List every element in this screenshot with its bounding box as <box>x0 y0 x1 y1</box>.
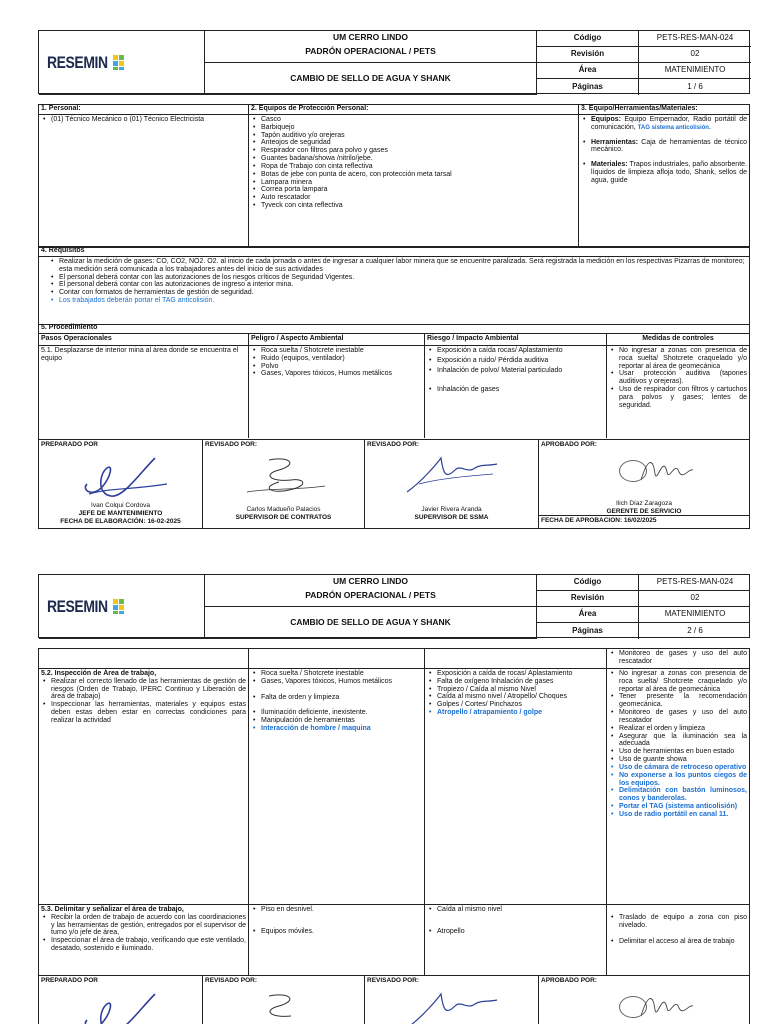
list-item: • Gases, Vapores tóxicos, Humos metálicos <box>251 370 422 378</box>
list-item: • Inspeccionar el área de trabajo, verificando que este ventilado, desatado, sostenido e iluminado. <box>41 937 246 953</box>
list-item: • Monitoreo de gases y uso del auto rescatador <box>609 650 747 666</box>
codigo-value: PETS-RES-MAN-024 <box>639 31 751 47</box>
list-item: • Falta de orden y limpieza <box>251 694 422 702</box>
logo-cell <box>39 31 205 95</box>
equipment-list <box>579 115 749 186</box>
paginas-value: 2 / 6 <box>687 625 703 635</box>
revisado-label: REVISADO POR: <box>367 441 420 448</box>
epp-heading: 2. Equipos de Protección Personal: <box>249 105 578 115</box>
list-item: • Lampara minera <box>251 179 576 187</box>
list-item: • No exponerse a los puntos ciegos de los equipos. <box>609 772 747 788</box>
col-header-pasos: Pasos Operacionales <box>39 334 249 346</box>
revisado1-role: SUPERVISOR DE CONTRATOS <box>235 514 332 521</box>
preparado-date: FECHA DE ELABORACIÓN: 16-02-2025 <box>60 518 181 525</box>
list-item: • Atropello <box>427 928 604 936</box>
col-header-medidas: Medidas de controles <box>607 334 749 346</box>
revision-label: Revisión <box>537 591 639 607</box>
peligros-5-1 <box>249 346 425 438</box>
aprobado-label: APROBADO POR: <box>541 441 597 448</box>
list-item: • El personal deberá contar con las autorizaciones de los riesgos críticos de Seguridad Vigentes. <box>49 274 747 282</box>
list-item: • Iluminación deficiente, inexistente. <box>251 709 422 717</box>
list-item: • Respirador con filtros para polvo y gases <box>251 147 576 155</box>
logo-text: RESEMIN <box>47 53 108 72</box>
equipment-heading: 3. Equipo/Herramientas/Materiales: <box>579 105 749 115</box>
list-item: • No ingresar a zonas con presencia de roca suelta/ Shotcrete craquelado y/o reportar al área de geomecánica <box>609 670 747 693</box>
resemin-logo <box>47 597 125 616</box>
list-item: • Anteojos de seguridad <box>251 139 576 147</box>
signature-revisado-1 <box>203 976 365 1024</box>
list-item: • Golpes / Cortes/ Pinchazos <box>427 701 604 709</box>
signature-block <box>38 975 750 1024</box>
col-header-peligro: Peligro / Aspecto Ambiental <box>249 334 425 346</box>
list-item: • Uso de cámara de retroceso operativo <box>609 764 747 772</box>
area-value: MATENIMIENTO <box>639 607 750 623</box>
area-value: MATENIMIENTO <box>639 63 751 79</box>
revision-label: Revisión <box>537 47 639 63</box>
list-item: • Recibir la orden de trabajo de acuerdo con las coordinaciones y las herramientas de gestión, entregados por el supervisor de turno y/o jefe de área, <box>41 914 246 937</box>
peligros-5-2 <box>249 669 425 905</box>
document-header <box>38 30 750 94</box>
requisitos-section <box>38 247 750 325</box>
signature-aprobado <box>539 440 749 528</box>
header-title-block <box>205 63 537 95</box>
list-item: • Inhalación de polvo/ Material particulado <box>427 367 604 375</box>
col-header-riesgo: Riesgo / Impacto Ambiental <box>425 334 607 346</box>
preparado-label: PREPARADO POR <box>41 977 98 984</box>
revisado1-name: Carlos Madueño Palacios <box>246 506 321 513</box>
revisado-label: REVISADO POR: <box>205 441 258 448</box>
carry-over-medida <box>607 649 749 669</box>
list-item: • Contar con formatos de herramientas de gestión de seguridad. <box>49 289 747 297</box>
document-page-1 <box>38 30 750 530</box>
medidas-5-3 <box>607 905 749 975</box>
resources-grid <box>38 104 750 248</box>
list-item: • Exposición a caída de rocas/ Aplastamiento <box>427 670 604 678</box>
list-item: • Interacción de hombre / maquina <box>251 725 422 733</box>
list-item: • Botas de jebe con punta de acero, con protección meta tarsal <box>251 171 576 179</box>
signature-icon <box>635 986 695 1024</box>
revision-value: 02 <box>639 47 751 63</box>
list-item: • Realizar el correcto llenado de las herramientas de gestión de riesgos (Orden de Trabajo, IPERC Continuo y Liberación de área de trabajo) <box>41 678 246 701</box>
requisitos-heading: 4. Requisitos <box>39 247 749 257</box>
list-item: • No ingresar a zonas con presencia de roca suelta/ Shotcrete craquelado y/o reportar al área de geomecánica <box>609 347 747 370</box>
signature-icon <box>635 450 695 490</box>
list-item: • Manipulación de herramientas <box>251 717 422 725</box>
aprobado-date: FECHA DE APROBACION: 16/02/2025 <box>541 517 657 524</box>
list-item: • Realizar el orden y limpieza <box>609 725 747 733</box>
signature-aprobado <box>539 976 749 1024</box>
revisado-label: REVISADO POR: <box>205 977 258 984</box>
resemin-logo <box>47 53 125 72</box>
revisado-label: REVISADO POR: <box>367 977 420 984</box>
equipment-section <box>579 105 749 247</box>
list-item: • Correa porta lampara <box>251 186 576 194</box>
list-item: • Atropello / atrapamiento / golpe <box>427 709 604 717</box>
paginas-label: Páginas <box>537 79 639 95</box>
list-item: • Casco <box>251 116 576 124</box>
preparado-role: JEFE DE MANTENIMIENTO <box>78 510 163 517</box>
logo-mark-icon <box>113 599 125 615</box>
list-item: • Auto rescatador <box>251 194 576 202</box>
procedimiento-continuation <box>38 648 750 976</box>
list-item: • Portar el TAG (sistema anticolisión) <box>609 803 747 811</box>
list-item: • Realizar la medición de gases: CO, CO2, NO2. O2. al inicio de cada jornada o antes de ingresar a cualquier labor minera que se encuentre paralizada. Será registrada la medición en los respectivas Pizarras de monitoreo; esta medición será comunicada a los trabajadores antes del inicio de sus actividades <box>49 258 747 274</box>
list-item: • Barbiquejo <box>251 124 576 132</box>
list-item: • Caída al mismo nivel / Atropello/ Choques <box>427 693 604 701</box>
list-item: • Roca suelta / Shotcrete inestable <box>251 347 422 355</box>
list-item: • Exposición a ruido/ Pérdida auditiva <box>427 357 604 365</box>
riesgos-5-3 <box>425 905 607 975</box>
list-item: • Ropa de Trabajo con cinta reflectiva <box>251 163 576 171</box>
list-item: • Los trabajados deberán portar el TAG anticolisión. <box>49 297 747 305</box>
list-item: • Tyveck con cinta reflectiva <box>251 202 576 210</box>
header-doc-type: PADRÓN OPERACIONAL / PETS <box>305 45 436 56</box>
revision-value: 02 <box>639 591 750 607</box>
list-item: • Uso de radio portátil en canal 11. <box>609 811 747 819</box>
area-label: Área <box>537 607 639 623</box>
list-item: • Polvo <box>251 363 422 371</box>
list-item: • Falta de oxígeno Inhalación de gases <box>427 678 604 686</box>
list-item: • Monitoreo de gases y uso del auto rescatador <box>609 709 747 725</box>
page-title: CAMBIO DE SELLO DE AGUA Y SHANK <box>290 72 451 83</box>
list-item: • Ruido (equipos, ventilador) <box>251 355 422 363</box>
header-company-block <box>205 575 537 607</box>
codigo-label: Código <box>537 575 639 591</box>
list-item: • Piso en desnivel. <box>251 906 422 914</box>
signature-icon <box>239 452 329 498</box>
medidas-5-2 <box>607 669 749 905</box>
signature-icon <box>401 988 501 1024</box>
page-title: CAMBIO DE SELLO DE AGUA Y SHANK <box>290 616 451 627</box>
equipos-item: • Equipos: Equipo Empernador, Radio portátil de comunicación, TAG sistema anticolisión. <box>581 116 747 132</box>
list-item: • (01) Técnico Mecánico o (01) Técnico Electricista <box>41 116 246 124</box>
document-header <box>38 574 750 638</box>
personal-heading: 1. Personal: <box>39 105 248 115</box>
signature-block <box>38 439 750 529</box>
list-item: • Caída al mismo nivel <box>427 906 604 914</box>
riesgos-5-2 <box>425 669 607 905</box>
codigo-label: Código <box>537 31 639 47</box>
requisitos-list <box>39 257 749 305</box>
signature-icon <box>239 988 329 1024</box>
epp-section <box>249 105 579 247</box>
codigo-value: PETS-RES-MAN-024 <box>639 575 750 591</box>
aprobado-role: GERENTE DE SERVICIO <box>606 508 682 515</box>
list-item: • Tropiezo / Caída al mismo Nivel <box>427 686 604 694</box>
preparado-name: Ivan Colqui Cordova <box>91 502 150 509</box>
list-item: • Inspeccionar las herramientas, materiales y equipos estas deben estas deben estar en correctas condiciones para realizar la actividad <box>41 701 246 724</box>
medidas-5-1 <box>607 346 749 438</box>
list-item: • Exposición a caída rocas/ Aplastamiento <box>427 347 604 355</box>
header-title-block <box>205 607 537 639</box>
revisado2-role: SUPERVISOR DE SSMA <box>414 514 489 521</box>
logo-cell <box>39 575 205 639</box>
peligros-5-3 <box>249 905 425 975</box>
list-item: • Uso de respirador con filtros y cartuchos para polvos y gases; lentes de seguridad. <box>609 386 747 409</box>
area-label: Área <box>537 63 639 79</box>
signature-revisado-2 <box>365 440 539 528</box>
riesgos-5-1 <box>425 346 607 438</box>
list-item: • Delimitación con bastón luminosos, conos y banderolas. <box>609 787 747 803</box>
preparado-label: PREPARADO POR <box>41 441 98 448</box>
procedimiento-heading: 5. Procedimiento <box>39 324 749 334</box>
header-company-block <box>205 31 537 63</box>
herramientas-item: • Herramientas: Caja de herramientas de técnico mecánico. <box>581 139 747 155</box>
logo-mark-icon <box>113 55 125 71</box>
paginas-label: Páginas <box>537 623 639 639</box>
epp-list <box>249 115 578 211</box>
signature-icon <box>79 454 169 500</box>
header-doc-type: PADRÓN OPERACIONAL / PETS <box>305 589 436 600</box>
list-item: • Tener presente la recomendación geomecánica. <box>609 693 747 709</box>
list-item: • Equipos móviles. <box>251 928 422 936</box>
revisado2-name: Javier Rivera Aranda <box>421 506 482 513</box>
signature-preparado <box>39 440 203 528</box>
list-item: • Uso de herramientas en buen estado <box>609 748 747 756</box>
logo-text: RESEMIN <box>47 597 108 616</box>
header-company: UM CERRO LINDO <box>332 32 409 42</box>
list-item: • El personal deberá contar con las autorizaciones de ingreso a interior mina. <box>49 281 747 289</box>
list-item: • Guantes badana/showa /nitrilo/jebe. <box>251 155 576 163</box>
signature-preparado <box>39 976 203 1024</box>
list-item: • Uso de guante showa <box>609 756 747 764</box>
signature-revisado-2 <box>365 976 539 1024</box>
signature-icon <box>401 452 501 498</box>
list-item: • Traslado de equipo a zona con piso nivelado. <box>609 914 747 930</box>
signature-revisado-1 <box>203 440 365 528</box>
list-item: • Tapón auditivo y/o orejeras <box>251 132 576 140</box>
list-item: • Delimitar el acceso al área de trabajo <box>609 938 747 946</box>
list-item: • Gases, Vapores tóxicos, Humos metálicos <box>251 678 422 686</box>
list-item: • Roca suelta / Shotcrete inestable <box>251 670 422 678</box>
paginas-value: 1 / 6 <box>687 81 703 91</box>
list-item: • Inhalación de gases <box>427 386 604 394</box>
procedimiento-section <box>38 324 750 440</box>
signature-icon <box>79 990 169 1024</box>
list-item: • Asegurar que la iluminación sea la adecuada <box>609 733 747 749</box>
document-page-2 <box>38 574 750 1024</box>
step-5-1: 5.1. Desplazarse de interior mina al área donde se encuentra el equipo <box>39 346 249 438</box>
aprobado-name: Ilich Díaz Zaragoza <box>616 500 672 507</box>
step-5-2-title: 5.2. Inspección de Área de trabajo, <box>41 670 157 677</box>
header-company: UM CERRO LINDO <box>332 576 409 586</box>
personal-section <box>39 105 249 247</box>
step-5-3-title: 5.3. Delimitar y señalizar el área de trabajo, <box>41 906 184 913</box>
aprobado-label: APROBADO POR: <box>541 977 597 984</box>
materiales-item: • Materiales: Trapos industriales, paño absorbente. líquidos de limpieza afloja todo, Shank, sellos de agua, guide <box>581 161 747 184</box>
list-item: • Usar protección auditiva (tapones auditivos y orejeras). <box>609 370 747 386</box>
step-5-2 <box>39 669 249 905</box>
personal-list <box>39 115 248 125</box>
step-5-3 <box>39 905 249 975</box>
